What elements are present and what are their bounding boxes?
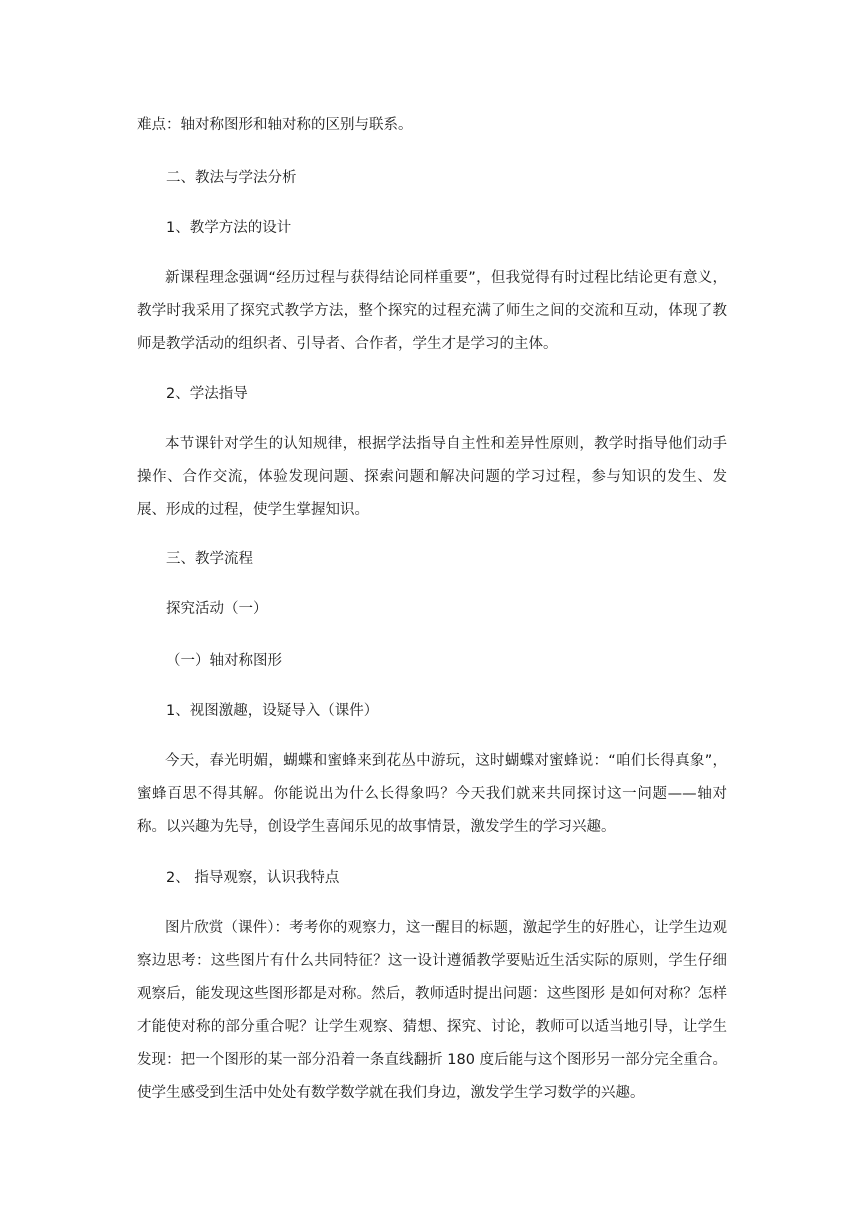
section-heading-teaching-process: 三、教学流程 [166, 551, 253, 567]
step-1-heading: 1、视图激趣，设疑导入（课件） [166, 703, 379, 719]
paragraph-step-2: 图片欣赏（课件）：考考你的观察力，这一醒目的标题，激起学生的好胜心，让学生边观察边思考：这些图片有什么共同特征？这一设计遵循教学要贴近生活实际的原则，学生仔细观察后，能发现这些图形都是对称。然后，教师适时提出问题：这些图形 是如何对称？怎样才能使对称的部分重合呢？让学生观察、猜想、探究、讨论，教师可以适当地引导，让学生发现：把一个图形的某一部分沿着一条直线翻折 180 度后能与这个图形另一部分完全重合。使学生感受到生活中处处有数学数学就在我们身边，激发学生学习数学的兴趣。 [137, 920, 727, 1101]
section-heading-teaching-analysis: 二、教法与学法分析 [166, 170, 297, 186]
subheading-method-design: 1、教学方法的设计 [166, 220, 292, 236]
activity-heading: 探究活动（一） [166, 601, 268, 617]
paragraph-step-1: 今天，春光明媚，蝴蝶和蜜蜂来到花丛中游玩，这时蝴蝶对蜜蜂说：“咱们长得真象”，蜜蜂百思不得其解。你能说出为什么长得象吗？今天我们就来共同探讨这一问题——轴对称。以兴趣为先导，创设学生喜闻乐见的故事情景，激发学生的学习兴趣。 [137, 753, 727, 835]
paragraph-method-design: 新课程理念强调“经历过程与获得结论同样重要”，但我觉得有时过程比结论更有意义，教学时我采用了探究式教学方法，整个探究的过程充满了师生之间的交流和互动，体现了教师是教学活动的组织者、引导者、合作者，学生才是学习的主体。 [137, 270, 727, 352]
paragraph-learning-guidance: 本节课针对学生的认知规律，根据学法指导自主性和差异性原则，教学时指导他们动手操作、合作交流，体验发现问题、探索问题和解决问题的学习过程，参与知识的发生、发展、形成的过程，使学生掌握知识。 [137, 436, 727, 518]
step-2-heading: 2、 指导观察，认识我特点 [166, 870, 340, 886]
subheading-learning-guidance: 2、学法指导 [166, 386, 248, 402]
difficulty-line: 难点：轴对称图形和轴对称的区别与联系。 [137, 117, 413, 133]
subsection-axis-symmetric-figure: （一）轴对称图形 [166, 653, 282, 669]
